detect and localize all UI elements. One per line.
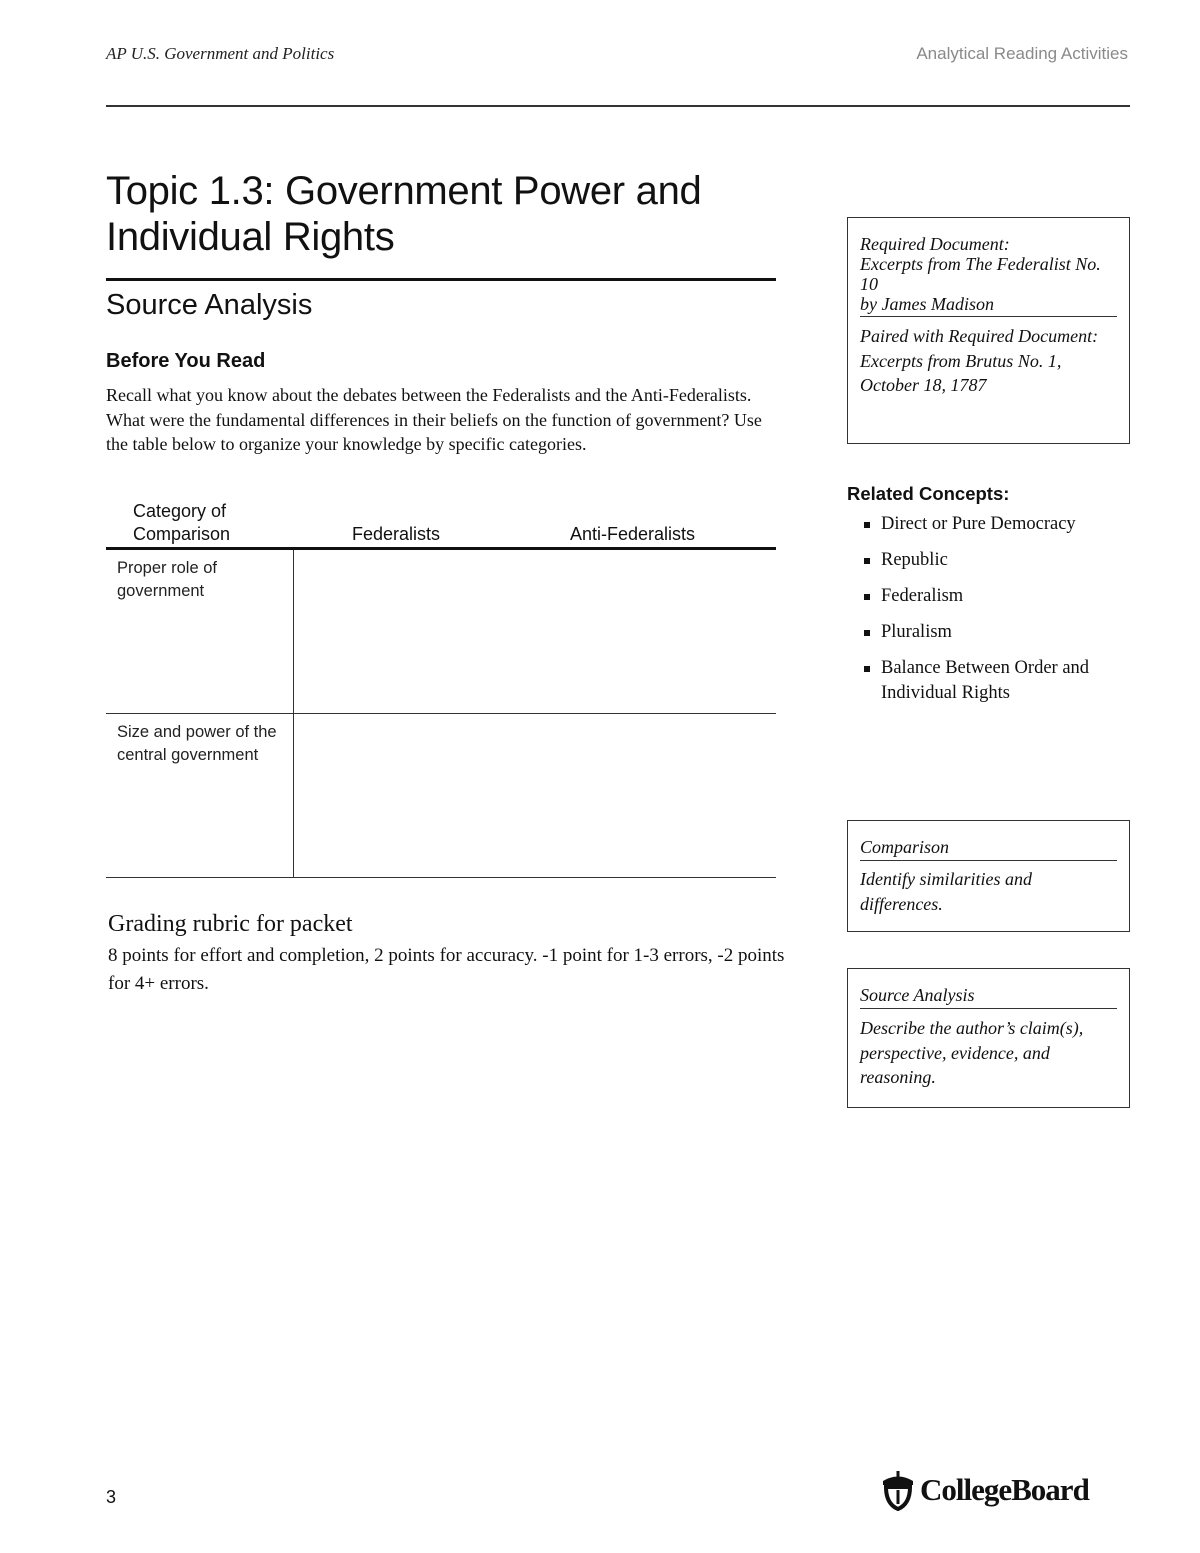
before-you-read-text: Recall what you know about the debates between the Federalists and the Anti-Federalists. What were the fundamental differences in their beliefs on the function of government? Use the table below to organize your knowledge by specific categories. <box>106 385 762 454</box>
source-analysis-description: Describe the author’s claim(s), perspective, evidence, and reasoning. <box>860 1018 1084 1087</box>
related-concepts-heading: Related Concepts: <box>847 483 1010 504</box>
column-header-federalists: Federalists <box>352 524 441 544</box>
rubric-heading: Grading rubric for packet <box>108 911 353 937</box>
logo-text: CollegeBoard <box>920 1472 1089 1507</box>
table-header-divider <box>106 547 776 550</box>
required-document-header <box>860 234 1117 317</box>
table-bottom-divider <box>106 877 776 878</box>
title-divider <box>106 278 776 281</box>
row-label-size-and-power: Size and power of the central government <box>117 723 277 764</box>
list-item: Direct or Pure Democracy <box>862 512 1132 537</box>
acorn-icon <box>880 1468 916 1512</box>
row-label-proper-role: Proper role of government <box>117 559 217 600</box>
page-number: 3 <box>106 1487 117 1507</box>
required-document-box <box>847 217 1130 444</box>
before-you-read-heading: Before You Read <box>106 350 266 372</box>
table-row-divider <box>106 713 776 714</box>
source-analysis-box <box>847 968 1130 1108</box>
course-title: AP U.S. Government and Politics <box>106 44 335 63</box>
comparison-box <box>847 820 1130 932</box>
rubric-text: 8 points for effort and completion, 2 points for accuracy. -1 point for 1-3 errors, -2 points for 4+ errors. <box>108 945 785 994</box>
comparison-table <box>106 500 776 878</box>
bullet-icon <box>864 630 870 636</box>
paired-document: Paired with Required Document: Excerpts from Brutus No. 1, October 18, 1787 <box>860 326 1099 395</box>
cell-size-power-federalists[interactable] <box>296 716 534 876</box>
source-analysis-title: Source Analysis <box>860 983 1117 1009</box>
required-document-label: Required Document: <box>860 234 1010 254</box>
list-item: Pluralism <box>862 620 1132 645</box>
comparison-description: Identify similarities and differences. <box>860 869 1032 914</box>
list-item: Federalism <box>862 584 1132 609</box>
comparison-title: Comparison <box>860 835 1117 861</box>
cell-size-power-anti-federalists[interactable] <box>536 716 774 876</box>
cell-proper-role-anti-federalists[interactable] <box>536 552 774 712</box>
column-header-anti-federalists: Anti-Federalists <box>570 524 696 544</box>
bullet-icon <box>864 666 870 672</box>
related-concepts-list <box>862 512 1132 717</box>
bullet-icon <box>864 522 870 528</box>
college-board-logo <box>880 1468 1132 1512</box>
list-item: Republic <box>862 548 1132 573</box>
required-document-title: Excerpts from The Federalist No. 10 <box>860 254 1101 294</box>
bullet-icon <box>864 594 870 600</box>
bullet-icon <box>864 558 870 564</box>
cell-proper-role-federalists[interactable] <box>296 552 534 712</box>
page-subtitle: Source Analysis <box>106 289 313 321</box>
required-document-author: by James Madison <box>860 294 994 314</box>
column-header-category: Category of Comparison <box>133 501 231 544</box>
page-title: Topic 1.3: Government Power and Individual Rights <box>106 169 702 259</box>
header-divider <box>106 105 1130 107</box>
section-title: Analytical Reading Activities <box>916 44 1128 63</box>
list-item: Balance Between Order and Individual Rights <box>862 656 1132 706</box>
